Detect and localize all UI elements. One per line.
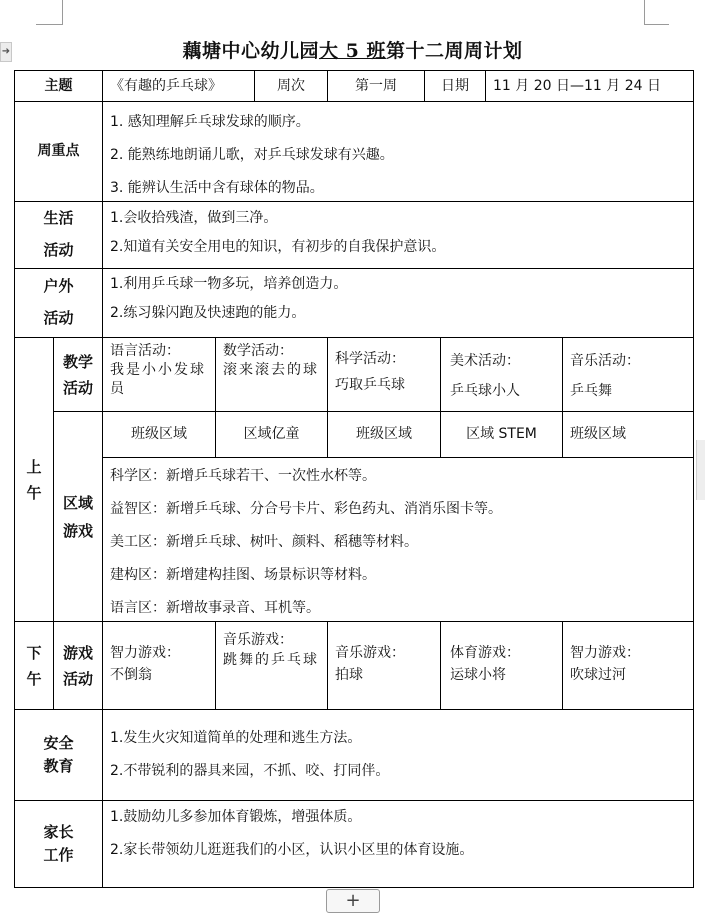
theme-value: 《有趣的乒乓球》 (110, 78, 222, 94)
theme-label: 主题 (44, 77, 73, 94)
game-cell: 音乐游戏： 跳舞的乒乓球 (223, 632, 319, 668)
teaching-cell-music: 音乐活动： 乒乓舞 (570, 353, 640, 399)
outdoor-item: 2.练习躲闪跑及快速跑的能力。 (110, 305, 306, 321)
safety-label: 安全 教育 (43, 734, 74, 775)
area-item: 建构区：新增建构挂图、场景标识等材料。 (110, 567, 376, 583)
area-type: 班级区域 (356, 426, 412, 442)
teaching-label: 教学 活动 (62, 352, 93, 397)
add-row-button[interactable]: + (326, 889, 380, 913)
life-item: 1.会收拾残渣，做到三净。 (110, 210, 278, 226)
game-cell: 智力游戏： 吹球过河 (570, 645, 640, 683)
game-cell: 音乐游戏： 拍球 (335, 645, 405, 683)
teaching-cell-science: 科学活动： 巧取乒乓球 (335, 351, 405, 393)
area-item: 语言区：新增故事录音、耳机等。 (110, 600, 320, 616)
date-value: 11 月 20 日—11 月 24 日 (493, 78, 661, 94)
games-label: 游戏 活动 (62, 643, 93, 688)
teaching-cell-language: 语言活动： 我是小小发球员 (110, 343, 206, 397)
area-type: 班级区域 (570, 426, 626, 442)
area-items-list (110, 460, 690, 625)
teaching-cell-art: 美术活动： 乒乓球小人 (450, 353, 520, 399)
title-kindergarten: 藕塘中心幼儿园 (182, 40, 320, 62)
week-value: 第一周 (355, 77, 397, 94)
area-type: 班级区域 (131, 426, 187, 442)
focus-list (110, 106, 690, 205)
focus-item: 3. 能辨认生活中含有球体的物品。 (110, 180, 324, 196)
game-cell: 智力游戏： 不倒翁 (110, 645, 180, 683)
area-games-label: 区域 游戏 (62, 493, 93, 540)
outdoor-item: 1.利用乒乓球一物多玩，培养创造力。 (110, 276, 348, 292)
safety-item: 1.发生火灾知道简单的处理和逃生方法。 (110, 730, 362, 746)
week-label: 周次 (277, 77, 305, 94)
date-label: 日期 (441, 77, 469, 94)
focus-label: 周重点 (37, 143, 80, 159)
parents-item: 2.家长带领幼儿逛逛我们的小区，认识小区里的体育设施。 (110, 842, 474, 858)
parents-list (110, 801, 690, 867)
life-list (110, 204, 690, 262)
teaching-cell-math: 数学活动： 滚来滚去的球 (223, 343, 319, 378)
focus-item: 2. 能熟练地朗诵儿歌，对乒乓球发球有兴趣。 (110, 147, 394, 163)
parents-item: 1.鼓励幼儿多参加体育锻炼，增强体质。 (110, 809, 362, 825)
safety-list (110, 722, 690, 788)
afternoon-label: 下 午 (26, 643, 42, 688)
game-cell: 体育游戏： 运球小将 (450, 645, 520, 683)
area-item: 科学区：新增乒乓球若干、一次性水杯等。 (110, 468, 376, 484)
area-type: 区域 STEM (466, 426, 537, 442)
area-type: 区域亿童 (243, 426, 300, 442)
life-label: 生活 活动 (43, 209, 74, 259)
area-item: 美工区：新增乒乓球、树叶、颜料、稻穗等材料。 (110, 534, 418, 550)
outdoor-list (110, 270, 690, 328)
focus-item: 1. 感知理解乒乓球发球的顺序。 (110, 114, 310, 130)
expand-arrow-icon[interactable]: ➜ (0, 42, 12, 62)
safety-item: 2.不带锐利的器具来园，不抓、咬、打同伴。 (110, 763, 390, 779)
parents-label: 家长 工作 (43, 823, 74, 864)
life-item: 2.知道有关安全用电的知识，有初步的自我保护意识。 (110, 239, 446, 255)
title-week-plan: 第十二周周计划 (385, 40, 523, 62)
morning-label: 上 午 (26, 457, 42, 502)
outdoor-label: 户外 活动 (43, 277, 74, 327)
title-class: 大 5 班 (319, 40, 386, 62)
area-item: 益智区：新增乒乓球、分合号卡片、彩色药丸、消消乐图卡等。 (110, 501, 502, 517)
